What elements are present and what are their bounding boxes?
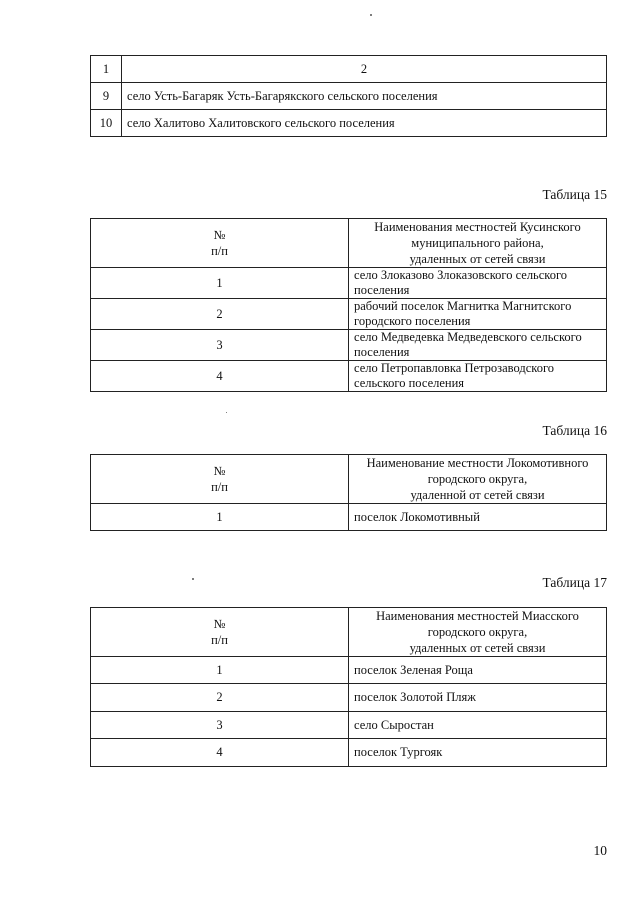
table-header-row xyxy=(91,608,607,657)
number-sign: № xyxy=(213,228,226,242)
continuation-table xyxy=(90,55,607,137)
name-header-line-1: Наименование местности Локомотивного городского округа, xyxy=(366,456,589,486)
row-number: 4 xyxy=(91,361,349,392)
row-text: село Халитово Халитовского сельского поселения xyxy=(122,110,607,137)
row-number: 3 xyxy=(91,330,349,361)
column-number-2: 2 xyxy=(122,56,607,83)
row-number: 2 xyxy=(91,299,349,330)
number-abbrev: п/п xyxy=(211,480,228,494)
table-row xyxy=(91,739,607,767)
name-header-line-2: удаленных от сетей связи xyxy=(409,252,546,266)
row-number: 2 xyxy=(91,684,349,712)
column-number-1: 1 xyxy=(91,56,122,83)
row-number: 1 xyxy=(91,268,349,299)
table-row xyxy=(91,657,607,684)
row-text: поселок Золотой Пляж xyxy=(349,684,607,712)
name-header xyxy=(349,219,607,268)
scan-speck xyxy=(192,578,194,580)
table-header-row xyxy=(91,455,607,504)
table-header-row xyxy=(91,219,607,268)
row-number: 1 xyxy=(91,504,349,531)
row-text: село Петропавловка Петрозаводского сельского поселения xyxy=(349,361,607,392)
name-header-line-2: удаленных от сетей связи xyxy=(409,641,546,655)
table-row xyxy=(91,712,607,739)
table-15 xyxy=(90,218,607,392)
name-header xyxy=(349,608,607,657)
number-header xyxy=(91,455,349,504)
name-header-line-2: удаленной от сетей связи xyxy=(410,488,545,502)
table-row xyxy=(91,299,607,330)
name-header-line-1: Наименования местностей Кусинского муниципального района, xyxy=(374,220,581,250)
row-text: село Злоказово Злоказовского сельского поселения xyxy=(349,268,607,299)
row-number: 4 xyxy=(91,739,349,767)
table-row xyxy=(91,110,607,137)
table-16-caption: Таблица 16 xyxy=(542,423,607,438)
table-row xyxy=(91,504,607,531)
table-row xyxy=(91,330,607,361)
row-number: 9 xyxy=(91,83,122,110)
row-text: село Усть-Багаряк Усть-Багарякского сельского поселения xyxy=(122,83,607,110)
name-header-line-1: Наименования местностей Миасского городского округа, xyxy=(376,609,579,639)
scan-speck xyxy=(370,14,372,16)
row-text: рабочий поселок Магнитка Магнитского городского поселения xyxy=(349,299,607,330)
table-row xyxy=(91,268,607,299)
row-number: 1 xyxy=(91,657,349,684)
table-row xyxy=(91,361,607,392)
table-17 xyxy=(90,607,607,767)
table-16 xyxy=(90,454,607,531)
row-text: село Сыростан xyxy=(349,712,607,739)
row-text: поселок Тургояк xyxy=(349,739,607,767)
table-15-caption: Таблица 15 xyxy=(542,187,607,202)
table-row xyxy=(91,684,607,712)
row-text: село Медведевка Медведевского сельского поселения xyxy=(349,330,607,361)
row-number: 3 xyxy=(91,712,349,739)
number-sign: № xyxy=(213,464,226,478)
table-17-caption: Таблица 17 xyxy=(542,575,607,590)
row-number: 10 xyxy=(91,110,122,137)
table-row xyxy=(91,83,607,110)
name-header xyxy=(349,455,607,504)
number-header xyxy=(91,219,349,268)
number-abbrev: п/п xyxy=(211,633,228,647)
number-abbrev: п/п xyxy=(211,244,228,258)
number-header xyxy=(91,608,349,657)
table-header-row xyxy=(91,56,607,83)
number-sign: № xyxy=(213,617,226,631)
row-text: поселок Зеленая Роща xyxy=(349,657,607,684)
row-text: поселок Локомотивный xyxy=(349,504,607,531)
page-number: 10 xyxy=(593,843,607,858)
scan-speck xyxy=(226,412,227,413)
